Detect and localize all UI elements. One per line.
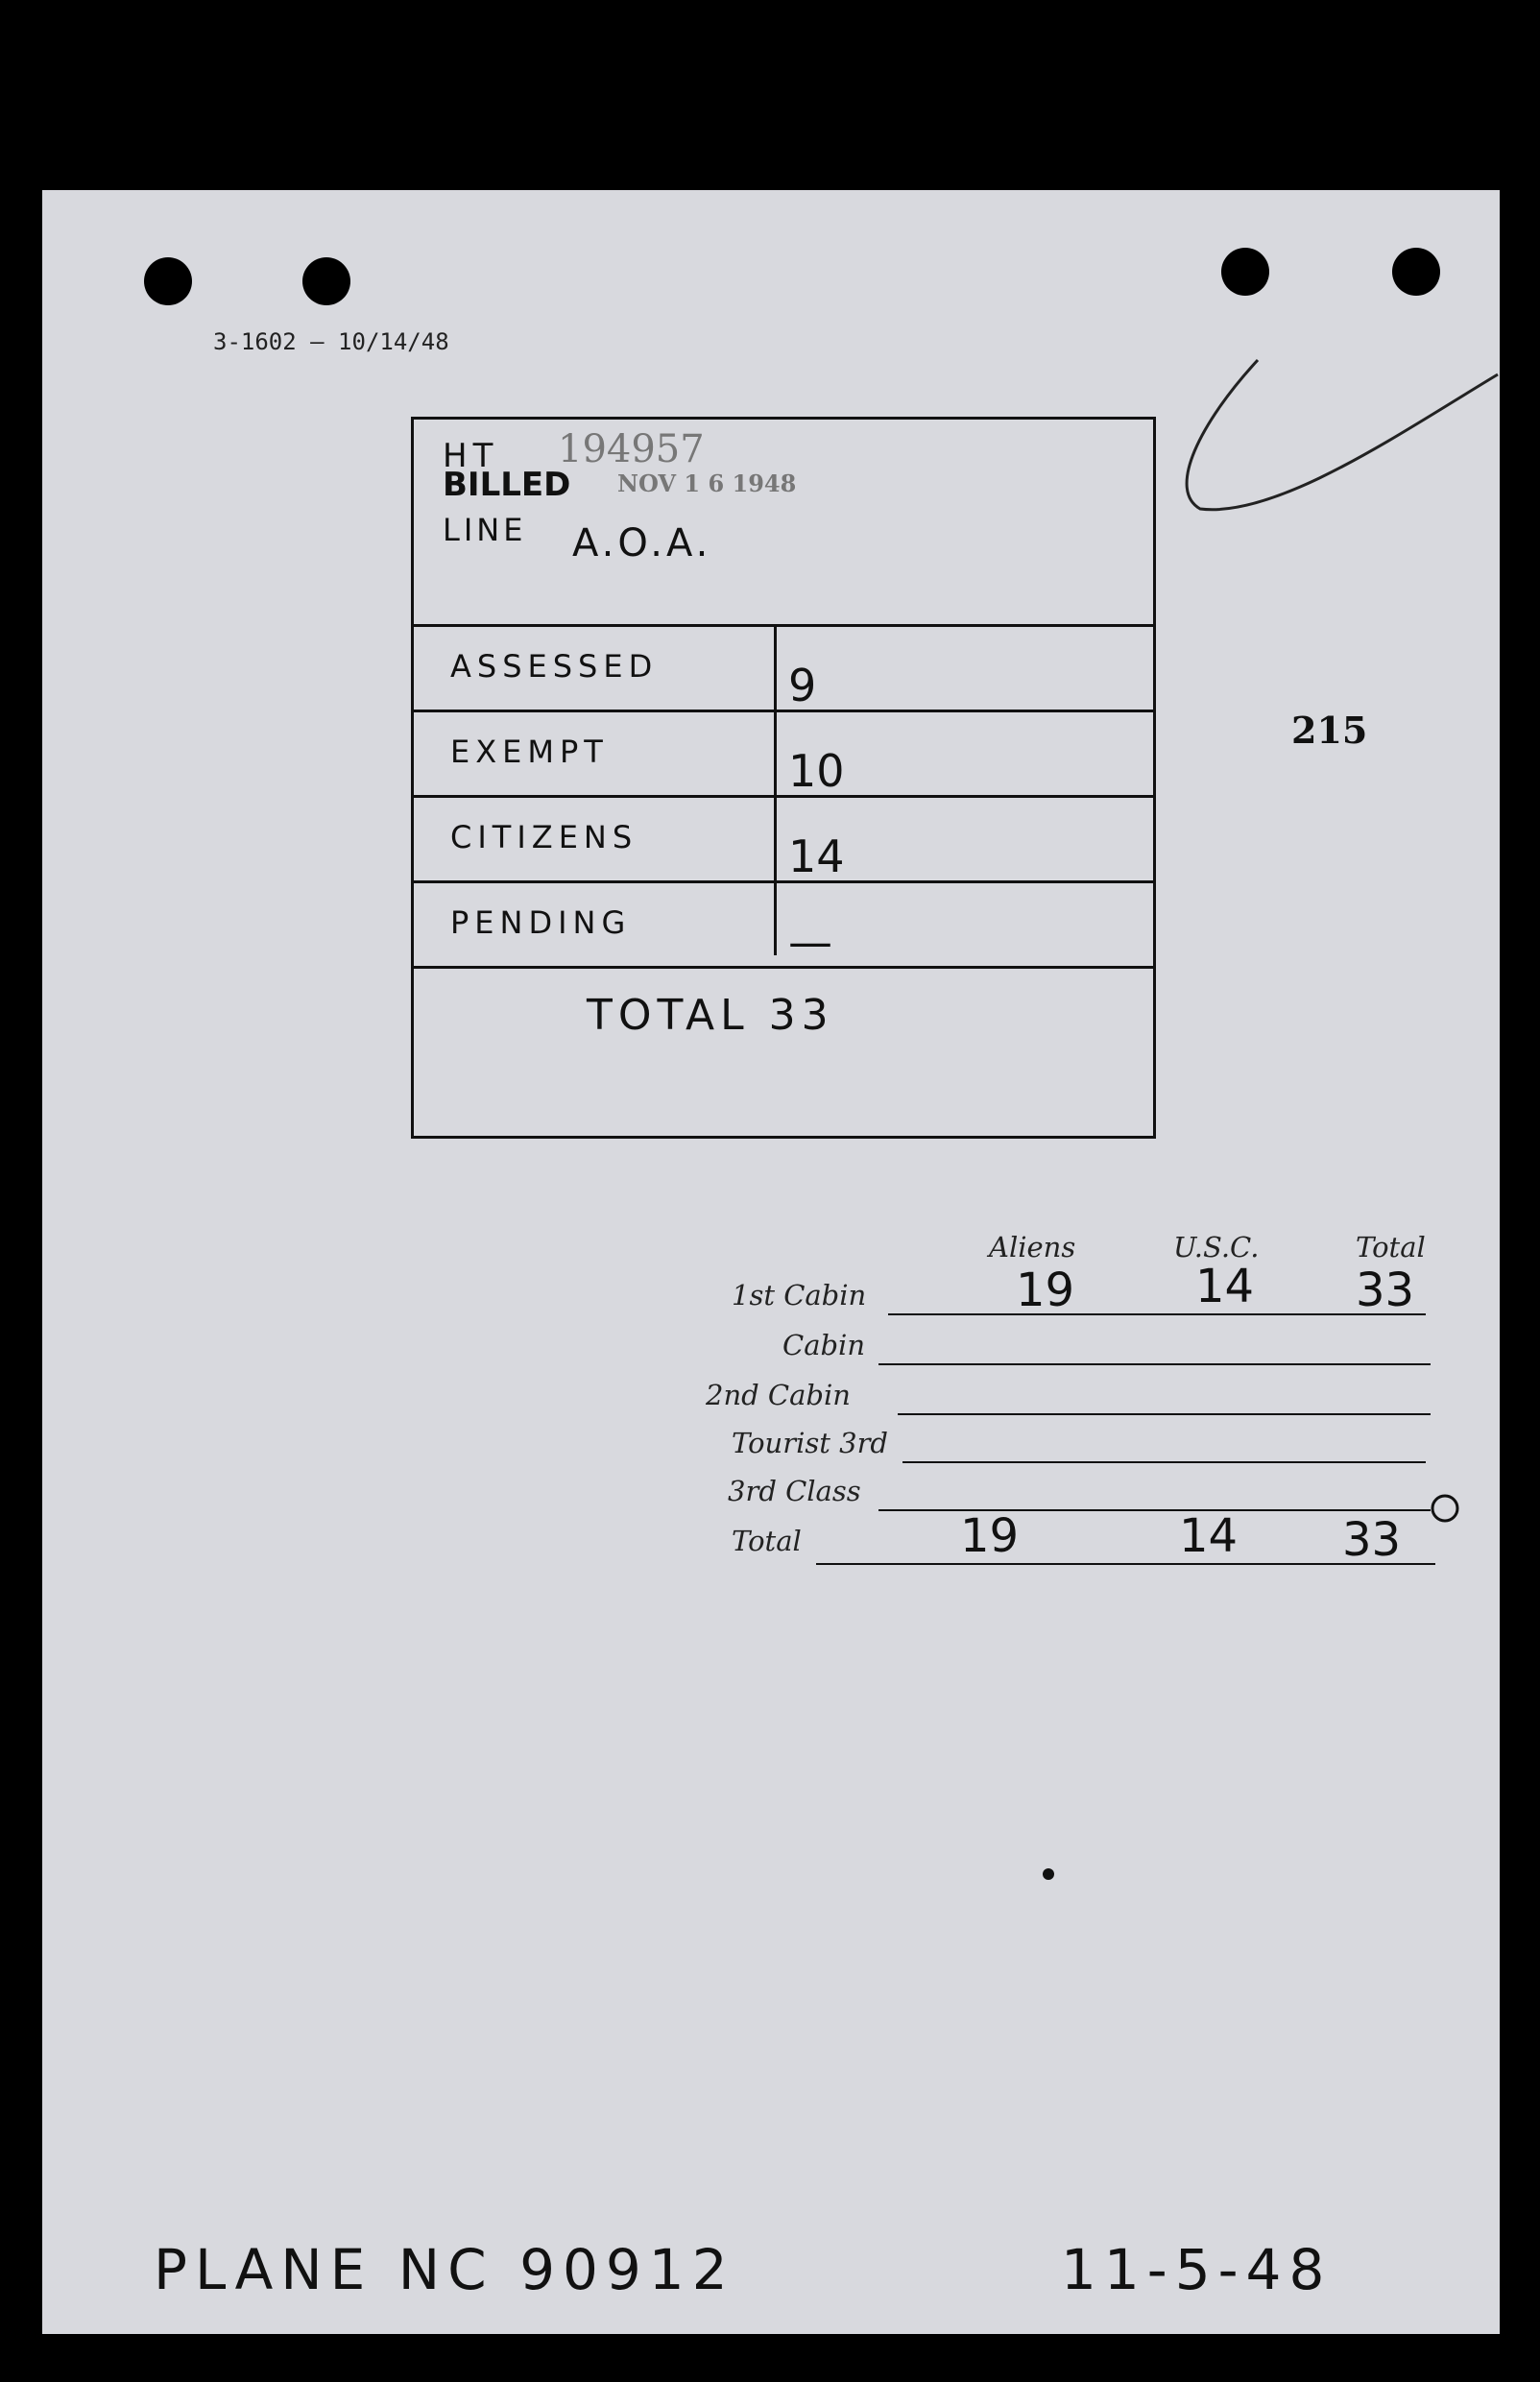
row-label-3rd-class: 3rd Class [728, 1475, 861, 1507]
total-aliens: 19 [960, 1509, 1020, 1563]
ht-label: HT [443, 437, 499, 475]
column-header-aliens: Aliens [989, 1231, 1076, 1263]
pending-label: PENDING [450, 904, 632, 941]
exempt-row [414, 712, 1153, 798]
assessed-label: ASSESSED [450, 648, 659, 685]
assessed-row [414, 627, 1153, 712]
exempt-label: EXEMPT [450, 734, 609, 770]
footer-date: 11-5-48 [1061, 2237, 1333, 2302]
card-header [414, 420, 1153, 627]
pending-value: — [788, 916, 832, 968]
ht-number: 194957 [558, 427, 705, 471]
citizens-value: 14 [788, 830, 845, 882]
citizens-label: CITIZENS [450, 819, 638, 855]
column-header-total: Total [1356, 1231, 1426, 1263]
page-number: 215 [1291, 709, 1368, 752]
column-header-usc: U.S.C. [1173, 1231, 1260, 1263]
ink-dot [1043, 1868, 1054, 1880]
row-label-2nd-cabin: 2nd Cabin [706, 1379, 851, 1411]
circle-mark [1429, 1492, 1461, 1525]
exempt-value: 10 [788, 745, 845, 797]
reference-number: 3-1602 — 10/14/48 [213, 328, 449, 355]
row-line [898, 1413, 1431, 1415]
billed-label: BILLED [443, 466, 571, 504]
total-usc: 14 [1179, 1509, 1239, 1563]
billed-stamp: NOV 1 6 1948 [617, 469, 797, 497]
punch-hole [1392, 248, 1440, 296]
row-line [888, 1313, 1426, 1315]
total-total: 33 [1342, 1513, 1402, 1567]
line-value: A.O.A. [572, 521, 712, 565]
row-label-1st-cabin: 1st Cabin [732, 1279, 867, 1311]
row-line [878, 1363, 1431, 1365]
punch-hole [1221, 248, 1269, 296]
plane-number: PLANE NC 90912 [154, 2237, 735, 2302]
assessed-value: 9 [788, 660, 817, 711]
row-label-total: Total [732, 1525, 802, 1557]
check-mark [1162, 355, 1507, 518]
punch-hole [144, 257, 192, 305]
card-total: TOTAL 33 [587, 991, 834, 1040]
1st-cabin-usc: 14 [1195, 1260, 1255, 1313]
line-label: LINE [443, 512, 527, 548]
citizens-row [414, 798, 1153, 883]
1st-cabin-total: 33 [1356, 1263, 1415, 1317]
row-label-cabin: Cabin [782, 1329, 865, 1361]
row-label-tourist-3rd: Tourist 3rd [732, 1427, 888, 1459]
pending-row [414, 883, 1153, 969]
1st-cabin-aliens: 19 [1016, 1263, 1075, 1317]
row-line [902, 1461, 1426, 1463]
passenger-card [411, 417, 1156, 1139]
punch-hole [302, 257, 350, 305]
